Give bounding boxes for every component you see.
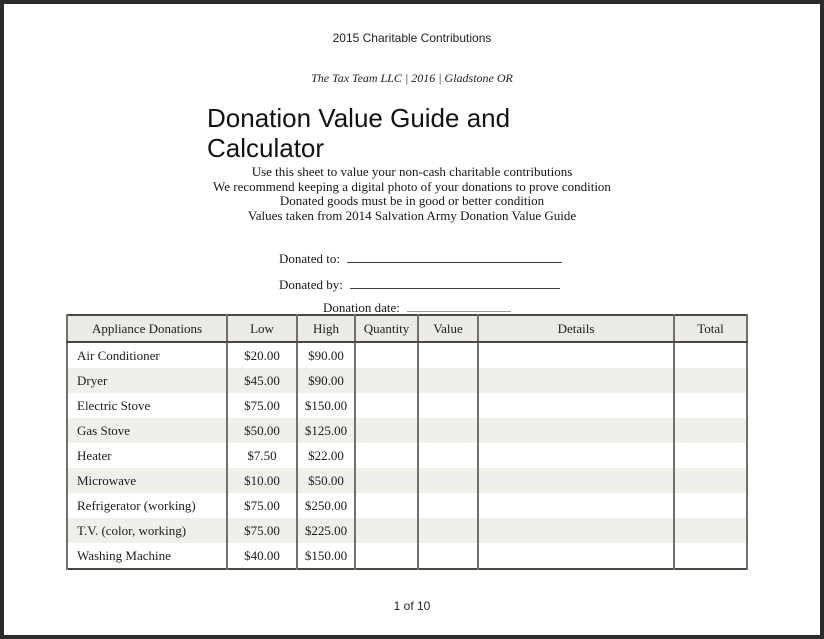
column-header-high: High: [297, 315, 355, 342]
cell-value: [418, 543, 478, 569]
cell-total: [674, 342, 747, 368]
table-row: [67, 493, 747, 518]
table-row: [67, 368, 747, 393]
cell-total: [674, 393, 747, 418]
cell-quantity: [355, 493, 418, 518]
donation-date-label: Donation date:: [323, 300, 400, 315]
cell-item: Refrigerator (working): [67, 493, 227, 518]
cell-high: $150.00: [297, 543, 355, 569]
donated-by-field: [350, 275, 560, 289]
cell-total: [674, 543, 747, 569]
donation-date-field: [407, 298, 511, 312]
cell-value: [418, 342, 478, 368]
cell-low: $40.00: [227, 543, 297, 569]
page-title: Donation Value Guide and Calculator: [207, 103, 511, 163]
column-header-value: Value: [418, 315, 478, 342]
cell-item: Gas Stove: [67, 418, 227, 443]
cell-quantity: [355, 368, 418, 393]
column-header-details: Details: [478, 315, 674, 342]
cell-quantity: [355, 443, 418, 468]
donated-to-field: [347, 249, 562, 263]
cell-low: $7.50: [227, 443, 297, 468]
cell-item: Electric Stove: [67, 393, 227, 418]
cell-value: [418, 468, 478, 493]
instruction-line-4: Values taken from 2014 Salvation Army Donation Value Guide: [247, 207, 577, 223]
donated-to-label: Donated to:: [279, 251, 341, 266]
cell-total: [674, 368, 747, 393]
cell-quantity: [355, 418, 418, 443]
cell-high: $125.00: [297, 418, 355, 443]
cell-details: [478, 443, 674, 468]
cell-high: $250.00: [297, 493, 355, 518]
table-row: [67, 468, 747, 493]
cell-details: [478, 543, 674, 569]
column-header-low: Low: [227, 315, 297, 342]
cell-details: [478, 418, 674, 443]
cell-high: $90.00: [297, 342, 355, 368]
cell-quantity: [355, 342, 418, 368]
cell-value: [418, 493, 478, 518]
column-header-total: Total: [674, 315, 747, 342]
table-row: [67, 543, 747, 569]
column-header-appliance-donations: Appliance Donations: [67, 315, 227, 342]
cell-high: $22.00: [297, 443, 355, 468]
cell-value: [418, 393, 478, 418]
byline: The Tax Team LLC | 2016 | Gladstone OR: [311, 71, 513, 85]
cell-item: Air Conditioner: [67, 342, 227, 368]
cell-details: [478, 468, 674, 493]
cell-low: $45.00: [227, 368, 297, 393]
cell-total: [674, 518, 747, 543]
donated-by-line: [279, 275, 560, 293]
cell-low: $20.00: [227, 342, 297, 368]
cell-low: $10.00: [227, 468, 297, 493]
table-header-row: [67, 315, 747, 342]
cell-item: T.V. (color, working): [67, 518, 227, 543]
cell-low: $75.00: [227, 493, 297, 518]
donated-to-line: [279, 249, 562, 267]
cell-high: $150.00: [297, 393, 355, 418]
cell-details: [478, 368, 674, 393]
cell-item: Dryer: [67, 368, 227, 393]
column-header-quantity: Quantity: [355, 315, 418, 342]
cell-item: Heater: [67, 443, 227, 468]
cell-low: $75.00: [227, 393, 297, 418]
cell-value: [418, 418, 478, 443]
table-row: [67, 342, 747, 368]
cell-quantity: [355, 518, 418, 543]
table-row: [67, 443, 747, 468]
instruction-line-1: Use this sheet to value your non-cash charitable contributions: [251, 164, 573, 179]
instruction-line-2: We recommend keeping a digital photo of your donations to prove condition: [213, 178, 611, 194]
page-number: 1 of 10: [393, 599, 431, 613]
cell-details: [478, 493, 674, 518]
cell-item: Microwave: [67, 468, 227, 493]
cell-high: $90.00: [297, 368, 355, 393]
cell-total: [674, 443, 747, 468]
appliance-table-body: [67, 342, 747, 569]
cell-total: [674, 418, 747, 443]
cell-details: [478, 393, 674, 418]
cell-value: [418, 368, 478, 393]
cell-high: $225.00: [297, 518, 355, 543]
table-row: [67, 418, 747, 443]
cell-details: [478, 518, 674, 543]
instructions: [4, 165, 820, 223]
donated-by-label: Donated by:: [279, 277, 343, 292]
table-row: [67, 518, 747, 543]
instruction-line-3: Donated goods must be in good or better condition: [279, 193, 545, 208]
cell-value: [418, 443, 478, 468]
table-row: [67, 393, 747, 418]
cell-low: $50.00: [227, 418, 297, 443]
cell-quantity: [355, 468, 418, 493]
cell-details: [478, 342, 674, 368]
document-header-title: 2015 Charitable Contributions: [332, 31, 492, 45]
cell-quantity: [355, 543, 418, 569]
cell-high: $50.00: [297, 468, 355, 493]
cell-item: Washing Machine: [67, 543, 227, 569]
cell-quantity: [355, 393, 418, 418]
cell-value: [418, 518, 478, 543]
cell-total: [674, 468, 747, 493]
cell-low: $75.00: [227, 518, 297, 543]
cell-total: [674, 493, 747, 518]
appliance-donations-table: [66, 314, 748, 570]
